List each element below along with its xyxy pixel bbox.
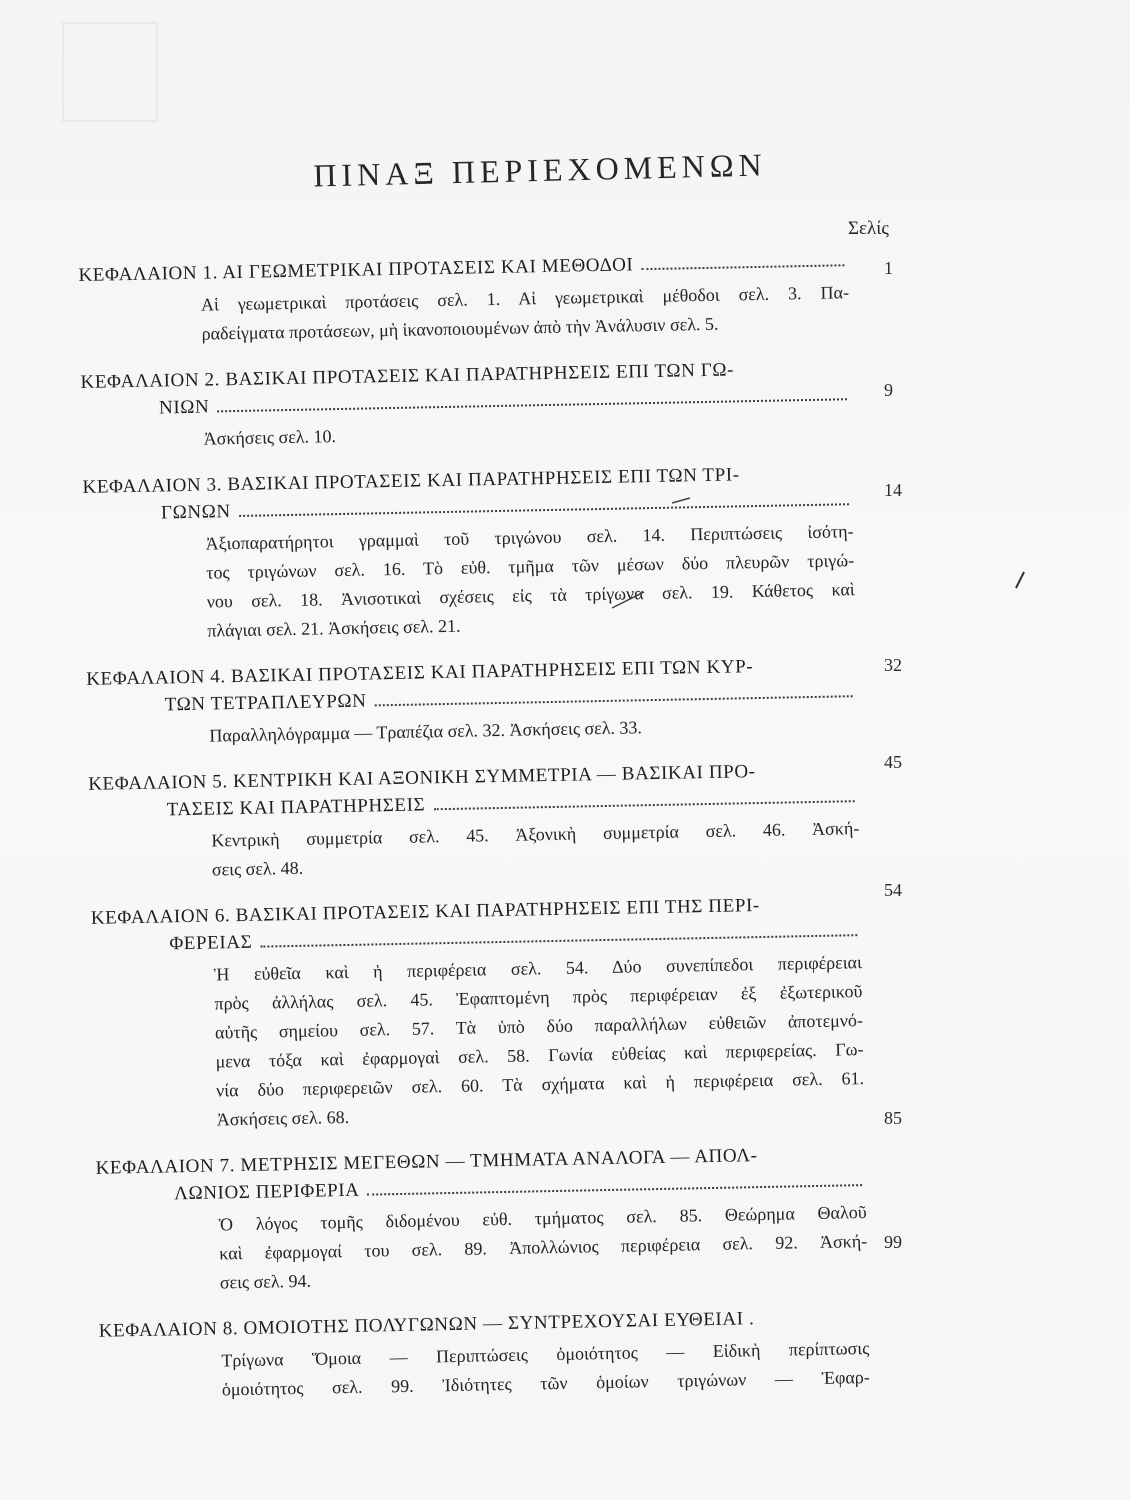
page-number: 1 (884, 258, 893, 278)
description-line: Ἀσκήσεις σελ. 68. (216, 1106, 350, 1130)
chapter-description (92, 948, 865, 1137)
page-number: 54 (884, 880, 902, 900)
toc-entry-7 (95, 1140, 868, 1300)
description-line: ὁμοιότητος σελ. 99. Ἰδιότητες τῶν ὁμοίων τριγώνων — Ἐφαρ- (221, 1367, 870, 1400)
chapter-heading: ΚΕΦΑΛΑΙΟΝ 3. ΒΑΣΙΚΑΙ ΠΡΟΤΑΣΕΙΣ ΚΑΙ ΠΑΡΑΤΗΡΗΣΕΙΣ ΕΠΙ ΤΩΝ ΤΡΙ- (82, 464, 740, 498)
page-number: 9 (884, 380, 893, 400)
chapter-heading: ΚΕΦΑΛΑΙΟΝ 5. ΚΕΝΤΡΙΚΗ ΚΑΙ ΑΞΟΝΙΚΗ ΣΥΜΜΕΤΡΙΑ — ΒΑΣΙΚΑΙ ΠΡΟ- (88, 761, 756, 795)
dot-leader (217, 397, 847, 412)
description-line: πρὸς ἀλλήλας σελ. 45. Ἐφαπτομένη πρὸς περιφέρειαν ἐξ ἐξωτερικοῦ (214, 981, 863, 1014)
description-line: τος τριγώνων σελ. 16. Τὸ εὐθ. τμῆμα τῶν μέσων δύο πλευρῶν τριγώ- (206, 550, 855, 583)
description-line: σεις σελ. 48. (211, 857, 304, 880)
table-of-contents (78, 235, 870, 1415)
toc-entry-8 (99, 1303, 871, 1407)
toc-entry-1 (78, 247, 850, 351)
page-number: 99 (884, 1232, 902, 1252)
chapter-heading: ΚΕΦΑΛΑΙΟΝ 6. ΒΑΣΙΚΑΙ ΠΡΟΤΑΣΕΙΣ ΚΑΙ ΠΑΡΑΤΗΡΗΣΕΙΣ ΕΠΙ ΤΗΣ ΠΕΡΙ- (90, 895, 761, 929)
page-number: 45 (884, 752, 902, 772)
description-line: Αἱ γεωμετρικαὶ προτάσεις σελ. 1. Αἱ γεωμετρικαὶ μέθοδοι σελ. 3. Πα- (200, 282, 850, 315)
chapter-heading-line: ΤΑΣΕΙΣ ΚΑΙ ΠΑΡΑΤΗΡΗΣΕΙΣ (166, 794, 426, 821)
dot-leader (368, 1183, 863, 1195)
description-line: Ἀσκήσεις σελ. 10. (203, 426, 337, 449)
toc-entry-6 (91, 890, 865, 1137)
page-title: ΠΙΝΑΞ ΠΕΡΙΕΧΟΜΕΝΩΝ (312, 146, 768, 194)
chapter-heading-line: ΛΩΝΙΟΣ ΠΕΡΙΦΕΡΙΑ (173, 1179, 360, 1205)
toc-entry-2 (80, 354, 852, 456)
description-line: νου σελ. 18. Ἀνισοτικαὶ σχέσεις εἰς τὰ τρίγωνα σελ. 19. Κάθετος καὶ (206, 579, 855, 612)
chapter-heading: ΚΕΦΑΛΑΙΟΝ 7. ΜΕΤΡΗΣΙΣ ΜΕΓΕΘΩΝ — ΤΜΗΜΑΤΑ ΑΝΑΛΟΓΑ — ΑΠΟΛ- (95, 1145, 758, 1179)
page-number: 14 (884, 480, 902, 500)
description-line: Ἡ εὐθεῖα καὶ ἡ περιφέρεια σελ. 54. Δύο συνεπίπεδοι περιφέρειαι (213, 952, 863, 985)
dot-leader (260, 933, 857, 947)
show-through-box (62, 22, 158, 122)
page-number: 85 (884, 1108, 902, 1128)
pencil-stroke-mark (1016, 572, 1024, 588)
chapter-heading-line: ΚΕΦΑΛΑΙΟΝ 1. ΑΙ ΓΕΩΜΕΤΡΙΚΑΙ ΠΡΟΤΑΣΕΙΣ ΚΑΙ ΜΕΘΟΔΟΙ (78, 254, 634, 286)
chapter-heading-line: ΓΩΝΩΝ (160, 501, 231, 524)
dot-leader (239, 502, 849, 517)
chapter-description (96, 1198, 868, 1300)
description-line: Παραλληλόγραμμα — Τραπέζια σελ. 32. Ἀσκήσεις σελ. 33. (209, 717, 643, 746)
description-line: Τρίγωνα Ὅμοια — Περιπτώσεις ὁμοιότητος — Εἰδικὴ περίπτωσις (221, 1338, 870, 1371)
description-line: σεις σελ. 94. (219, 1270, 312, 1293)
dot-leader (374, 694, 852, 706)
description-line: πλάγιαι σελ. 21. Ἀσκήσεις σελ. 21. (207, 615, 461, 641)
description-line: Κεντρικὴ συμμετρία σελ. 45. Ἀξονικὴ συμμετρία σελ. 46. Ἀσκή- (211, 818, 860, 851)
chapter-heading-line: ΤΩΝ ΤΕΤΡΑΠΛΕΥΡΩΝ (164, 690, 367, 716)
description-line: ραδείγματα προτάσεων, μὴ ἱκανοποιουμένων ἀπὸ τὴν Ἀνάλυσιν σελ. 5. (201, 313, 719, 344)
chapter-description (89, 814, 860, 887)
page-column-label: Σελίς (848, 218, 889, 239)
description-line: Ὁ λόγος τομῆς διδομένου εὐθ. τμήματος σελ. 85. Θεώρημα Θαλοῦ (218, 1202, 867, 1235)
chapter-heading: ΚΕΦΑΛΑΙΟΝ 8. ΟΜΟΙΟΤΗΣ ΠΟΛΥΓΩΝΩΝ — ΣΥΝΤΡΕΧΟΥΣΑΙ ΕΥΘΕΙΑΙ . (98, 1308, 755, 1342)
description-line: νία δύο περιφερειῶν σελ. 60. Τὰ σχήματα καὶ ἡ περιφέρεια σελ. 61. (215, 1068, 865, 1101)
description-line: καὶ ἐφαρμογαί του σελ. 89. Ἀπολλώνιος περιφέρεια σελ. 92. Ἀσκή- (219, 1231, 868, 1264)
chapter-heading: ΚΕΦΑΛΑΙΟΝ 4. ΒΑΣΙΚΑΙ ΠΡΟΤΑΣΕΙΣ ΚΑΙ ΠΑΡΑΤΗΡΗΣΕΙΣ ΕΠΙ ΤΩΝ ΚΥΡ- (86, 656, 754, 690)
chapter-heading-line: ΦΕΡΕΙΑΣ (169, 931, 253, 955)
toc-entry-5 (88, 756, 860, 887)
toc-entry-4 (86, 651, 858, 753)
description-line: Ἀξιοπαρατήρητοι γραμμαὶ τοῦ τριγώνου σελ. 14. Περιπτώσεις ἰσότη- (205, 521, 854, 554)
chapter-heading: ΚΕΦΑΛΑΙΟΝ 2. ΒΑΣΙΚΑΙ ΠΡΟΤΑΣΕΙΣ ΚΑΙ ΠΑΡΑΤΗΡΗΣΕΙΣ ΕΠΙ ΤΩΝ ΓΩ- (80, 359, 735, 393)
toc-entry-3 (82, 459, 855, 648)
dot-leader (641, 263, 844, 270)
chapter-description (79, 278, 850, 351)
dot-leader (433, 799, 854, 810)
chapter-heading-line: ΝΙΩΝ (158, 396, 210, 419)
page-number: 32 (884, 655, 902, 675)
description-line: αὐτῆς σημείου σελ. 57. Τὰ ὑπὸ δύο παραλλήλων εὐθειῶν ἀποτεμνό- (214, 1010, 864, 1043)
chapter-description (99, 1334, 870, 1407)
description-line: μενα τόξα καὶ ἐφαρμογαὶ σελ. 58. Γωνία εὐθείας καὶ περιφερείας. Γω- (215, 1039, 864, 1072)
chapter-description (83, 517, 855, 648)
